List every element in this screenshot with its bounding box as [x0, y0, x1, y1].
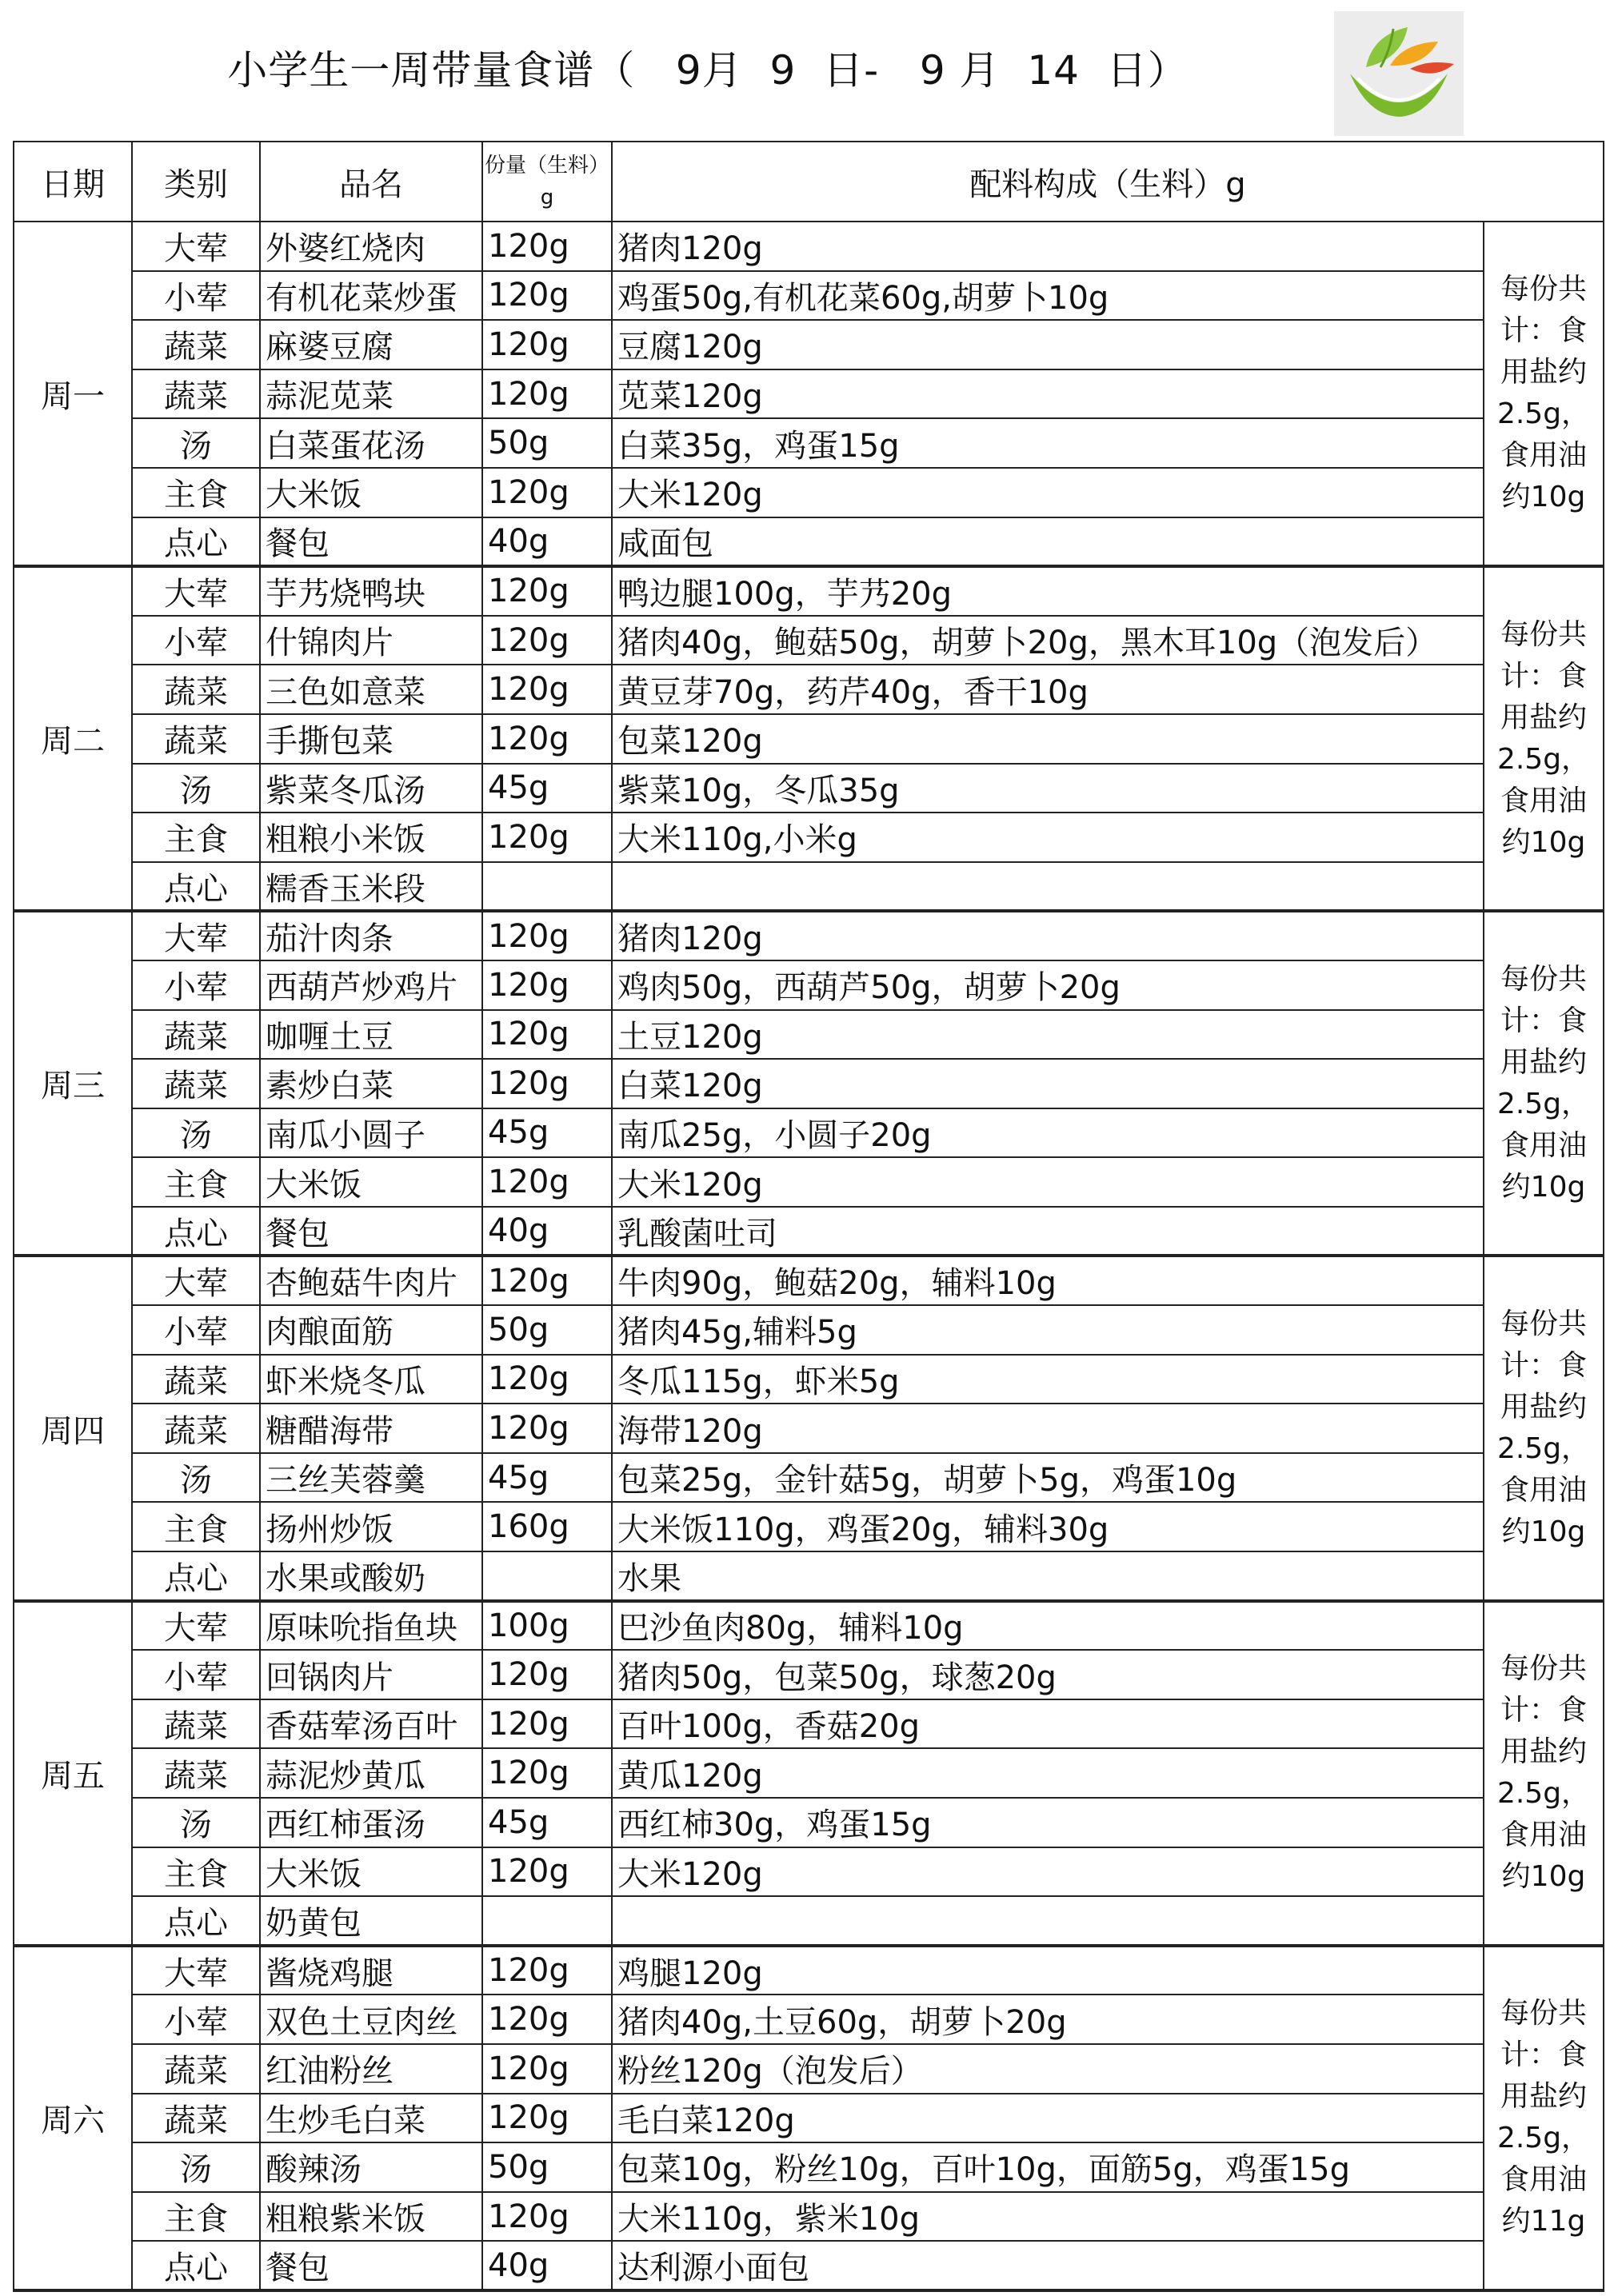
table-row: [14, 2241, 1604, 2290]
ingredients-cell: 猪肉40g，鲍菇50g，胡萝卜20g，黑木耳10g（泡发后）: [612, 616, 1484, 665]
table-row: [14, 1847, 1604, 1897]
category-cell: 主食: [132, 2192, 260, 2242]
nutrition-note: 每份共计：食用盐约2.5g，食用油约10g: [1484, 1256, 1604, 1600]
table-row: [14, 1798, 1604, 1847]
dish-cell: 虾米烧冬瓜: [260, 1355, 482, 1404]
category-cell: 主食: [132, 1502, 260, 1551]
dish-cell: 红油粉丝: [260, 2044, 482, 2094]
category-cell: 大荤: [132, 566, 260, 616]
category-cell: 蔬菜: [132, 714, 260, 764]
nutrition-note: 每份共计：食用盐约2.5g，食用油约10g: [1484, 222, 1604, 566]
category-cell: 点心: [132, 2241, 260, 2290]
ingredients-cell: 冬瓜115g，虾米5g: [612, 1355, 1484, 1404]
category-cell: 点心: [132, 1551, 260, 1601]
header-category: 类别: [132, 142, 260, 222]
dish-cell: 原味吮指鱼块: [260, 1601, 482, 1651]
header-ingredients: 配料构成（生料）g: [612, 142, 1604, 222]
category-cell: 主食: [132, 1847, 260, 1897]
dish-cell: 扬州炒饭: [260, 1502, 482, 1551]
ingredients-cell: [612, 1896, 1484, 1946]
category-cell: 主食: [132, 1157, 260, 1207]
dish-cell: 蒜泥苋菜: [260, 369, 482, 419]
ingredients-cell: 大米120g: [612, 1157, 1484, 1207]
ingredients-cell: [612, 862, 1484, 912]
dish-cell: 餐包: [260, 1207, 482, 1256]
category-cell: 小荤: [132, 1650, 260, 1699]
portion-cell: 40g: [482, 517, 612, 567]
category-cell: 汤: [132, 1798, 260, 1847]
portion-cell: 40g: [482, 1207, 612, 1256]
day-label: 周二: [14, 566, 132, 911]
portion-cell: 120g: [482, 320, 612, 369]
dish-cell: 紫菜冬瓜汤: [260, 764, 482, 813]
table-row: [14, 2192, 1604, 2242]
table-row: [14, 271, 1604, 321]
dish-cell: 白菜蛋花汤: [260, 418, 482, 468]
nutrition-note: 每份共计：食用盐约2.5g，食用油约10g: [1484, 911, 1604, 1256]
dish-cell: 香菇荤汤百叶: [260, 1699, 482, 1749]
table-row: [14, 1059, 1604, 1108]
table-row: [14, 418, 1604, 468]
table-row: [14, 369, 1604, 419]
ingredients-cell: 大米120g: [612, 468, 1484, 517]
dish-cell: 手撕包菜: [260, 714, 482, 764]
portion-cell: 120g: [482, 1010, 612, 1060]
dish-cell: 奶黄包: [260, 1896, 482, 1946]
table-row: [14, 1502, 1604, 1551]
ingredients-cell: 包菜120g: [612, 714, 1484, 764]
dish-cell: 双色土豆肉丝: [260, 1995, 482, 2044]
table-row: [14, 1207, 1604, 1256]
ingredients-cell: 白菜120g: [612, 1059, 1484, 1108]
category-cell: 蔬菜: [132, 1010, 260, 1060]
table-row: [14, 1896, 1604, 1946]
portion-cell: [482, 1896, 612, 1946]
portion-cell: 120g: [482, 813, 612, 862]
ingredients-cell: 水果: [612, 1551, 1484, 1601]
category-cell: 蔬菜: [132, 2094, 260, 2143]
ingredients-cell: 大米110g,小米g: [612, 813, 1484, 862]
table-row: [14, 1995, 1604, 2044]
ingredients-cell: 南瓜25g，小圆子20g: [612, 1108, 1484, 1158]
dish-cell: 南瓜小圆子: [260, 1108, 482, 1158]
portion-cell: 45g: [482, 1108, 612, 1158]
portion-cell: 120g: [482, 1946, 612, 1995]
ingredients-cell: 牛肉90g，鲍菇20g，辅料10g: [612, 1256, 1484, 1305]
menu-table: [13, 141, 1604, 2292]
dish-cell: 西红柿蛋汤: [260, 1798, 482, 1847]
table-row: [14, 714, 1604, 764]
dish-cell: 生炒毛白菜: [260, 2094, 482, 2143]
dish-cell: 大米饭: [260, 1847, 482, 1897]
dish-cell: 有机花菜炒蛋: [260, 271, 482, 321]
category-cell: 汤: [132, 764, 260, 813]
category-cell: 主食: [132, 813, 260, 862]
portion-cell: 120g: [482, 616, 612, 665]
dish-cell: 酸辣汤: [260, 2142, 482, 2192]
ingredients-cell: 西红柿30g，鸡蛋15g: [612, 1798, 1484, 1847]
category-cell: 蔬菜: [132, 1699, 260, 1749]
portion-cell: 120g: [482, 566, 612, 616]
dish-cell: 水果或酸奶: [260, 1551, 482, 1601]
table-row: [14, 665, 1604, 714]
ingredients-cell: 紫菜10g，冬瓜35g: [612, 764, 1484, 813]
table-row: [14, 1010, 1604, 1060]
portion-cell: [482, 1551, 612, 1601]
ingredients-cell: 咸面包: [612, 517, 1484, 567]
portion-cell: 50g: [482, 418, 612, 468]
portion-cell: 40g: [482, 2241, 612, 2290]
portion-cell: 45g: [482, 1798, 612, 1847]
category-cell: 大荤: [132, 1256, 260, 1305]
ingredients-cell: 鸡肉50g，西葫芦50g，胡萝卜20g: [612, 960, 1484, 1010]
portion-cell: 120g: [482, 714, 612, 764]
ingredients-cell: 大米饭110g，鸡蛋20g，辅料30g: [612, 1502, 1484, 1551]
category-cell: 蔬菜: [132, 1355, 260, 1404]
ingredients-cell: 巴沙鱼肉80g，辅料10g: [612, 1601, 1484, 1651]
portion-cell: 120g: [482, 1404, 612, 1453]
dish-cell: 外婆红烧肉: [260, 222, 482, 271]
dish-cell: 芋艿烧鸭块: [260, 566, 482, 616]
portion-cell: [482, 862, 612, 912]
dish-cell: 粗粮小米饭: [260, 813, 482, 862]
category-cell: 小荤: [132, 271, 260, 321]
category-cell: 小荤: [132, 960, 260, 1010]
portion-cell: 120g: [482, 1748, 612, 1798]
day-label: 周三: [14, 911, 132, 1256]
dish-cell: 回锅肉片: [260, 1650, 482, 1699]
portion-cell: 120g: [482, 665, 612, 714]
ingredients-cell: 大米110g，紫米10g: [612, 2192, 1484, 2242]
category-cell: 小荤: [132, 616, 260, 665]
portion-cell: 160g: [482, 1502, 612, 1551]
ingredients-cell: 鸡蛋50g,有机花菜60g,胡萝卜10g: [612, 271, 1484, 321]
table-row: [14, 960, 1604, 1010]
bowl-leaf-logo-icon: [1334, 11, 1464, 136]
header-portion: 份量（生料）g: [482, 142, 612, 222]
table-row: [14, 2094, 1604, 2143]
category-cell: 点心: [132, 1896, 260, 1946]
category-cell: 蔬菜: [132, 320, 260, 369]
portion-cell: 120g: [482, 369, 612, 419]
category-cell: 大荤: [132, 222, 260, 271]
table-row: [14, 1748, 1604, 1798]
table-row: [14, 911, 1604, 960]
category-cell: 点心: [132, 862, 260, 912]
ingredients-cell: 鸡腿120g: [612, 1946, 1484, 1995]
table-row: [14, 1157, 1604, 1207]
category-cell: 蔬菜: [132, 2044, 260, 2094]
dish-cell: 大米饭: [260, 1157, 482, 1207]
table-row: [14, 1256, 1604, 1305]
ingredients-cell: 黄豆芽70g，药芹40g，香干10g: [612, 665, 1484, 714]
dish-cell: 什锦肉片: [260, 616, 482, 665]
ingredients-cell: 土豆120g: [612, 1010, 1484, 1060]
table-row: [14, 1551, 1604, 1601]
ingredients-cell: 包菜10g，粉丝10g，百叶10g，面筋5g，鸡蛋15g: [612, 2142, 1484, 2192]
portion-cell: 100g: [482, 1601, 612, 1651]
ingredients-cell: 豆腐120g: [612, 320, 1484, 369]
category-cell: 小荤: [132, 1305, 260, 1355]
nutrition-note: 每份共计：食用盐约2.5g，食用油约10g: [1484, 566, 1604, 911]
portion-cell: 120g: [482, 1256, 612, 1305]
portion-cell: 120g: [482, 1995, 612, 2044]
category-cell: 蔬菜: [132, 369, 260, 419]
table-row: [14, 2044, 1604, 2094]
category-cell: 点心: [132, 1207, 260, 1256]
header-date: 日期: [14, 142, 132, 222]
ingredients-cell: 白菜35g，鸡蛋15g: [612, 418, 1484, 468]
ingredients-cell: 猪肉40g,土豆60g，胡萝卜20g: [612, 1995, 1484, 2044]
day-label: 周四: [14, 1256, 132, 1600]
category-cell: 小荤: [132, 1995, 260, 2044]
table-row: [14, 616, 1604, 665]
ingredients-cell: 百叶100g，香菇20g: [612, 1699, 1484, 1749]
category-cell: 汤: [132, 418, 260, 468]
table-row: [14, 1404, 1604, 1453]
dish-cell: 咖喱土豆: [260, 1010, 482, 1060]
portion-cell: 120g: [482, 1650, 612, 1699]
ingredients-cell: 猪肉50g，包菜50g，球葱20g: [612, 1650, 1484, 1699]
table-row: [14, 1108, 1604, 1158]
ingredients-cell: 达利源小面包: [612, 2241, 1484, 2290]
table-row: [14, 468, 1604, 517]
dish-cell: 西葫芦炒鸡片: [260, 960, 482, 1010]
portion-cell: 120g: [482, 271, 612, 321]
portion-cell: 120g: [482, 1059, 612, 1108]
ingredients-cell: 毛白菜120g: [612, 2094, 1484, 2143]
dish-cell: 茄汁肉条: [260, 911, 482, 960]
day-label: 周六: [14, 1946, 132, 2290]
portion-cell: 50g: [482, 2142, 612, 2192]
table-row: [14, 1650, 1604, 1699]
portion-cell: 120g: [482, 960, 612, 1010]
portion-cell: 120g: [482, 468, 612, 517]
dish-cell: 三色如意菜: [260, 665, 482, 714]
header-row: [14, 142, 1604, 222]
dish-cell: 餐包: [260, 517, 482, 567]
portion-cell: 120g: [482, 2044, 612, 2094]
ingredients-cell: 乳酸菌吐司: [612, 1207, 1484, 1256]
table-row: [14, 517, 1604, 567]
portion-cell: 120g: [482, 222, 612, 271]
portion-cell: 45g: [482, 1453, 612, 1503]
table-row: [14, 1355, 1604, 1404]
category-cell: 蔬菜: [132, 1404, 260, 1453]
dish-cell: 糖醋海带: [260, 1404, 482, 1453]
dish-cell: 肉酿面筋: [260, 1305, 482, 1355]
category-cell: 大荤: [132, 1601, 260, 1651]
ingredients-cell: 大米120g: [612, 1847, 1484, 1897]
ingredients-cell: 包菜25g，金针菇5g，胡萝卜5g，鸡蛋10g: [612, 1453, 1484, 1503]
day-label: 周五: [14, 1601, 132, 1946]
ingredients-cell: 鸭边腿100g，芋艿20g: [612, 566, 1484, 616]
table-row: [14, 1601, 1604, 1651]
table-row: [14, 1305, 1604, 1355]
category-cell: 蔬菜: [132, 665, 260, 714]
ingredients-cell: 粉丝120g（泡发后）: [612, 2044, 1484, 2094]
dish-cell: 三丝芙蓉羹: [260, 1453, 482, 1503]
category-cell: 蔬菜: [132, 1748, 260, 1798]
portion-cell: 50g: [482, 1305, 612, 1355]
table-row: [14, 1946, 1604, 1995]
portion-cell: 120g: [482, 1355, 612, 1404]
table-row: [14, 764, 1604, 813]
dish-cell: 餐包: [260, 2241, 482, 2290]
ingredients-cell: 苋菜120g: [612, 369, 1484, 419]
table-row: [14, 1699, 1604, 1749]
portion-cell: 120g: [482, 1847, 612, 1897]
ingredients-cell: 海带120g: [612, 1404, 1484, 1453]
table-row: [14, 222, 1604, 271]
nutrition-note: 每份共计：食用盐约2.5g，食用油约10g: [1484, 1601, 1604, 1946]
category-cell: 大荤: [132, 1946, 260, 1995]
dish-cell: 糯香玉米段: [260, 862, 482, 912]
dish-cell: 蒜泥炒黄瓜: [260, 1748, 482, 1798]
category-cell: 点心: [132, 517, 260, 567]
dish-cell: 酱烧鸡腿: [260, 1946, 482, 1995]
table-row: [14, 2142, 1604, 2192]
category-cell: 蔬菜: [132, 1059, 260, 1108]
day-label: 周一: [14, 222, 132, 566]
ingredients-cell: 猪肉45g,辅料5g: [612, 1305, 1484, 1355]
portion-cell: 120g: [482, 1157, 612, 1207]
portion-cell: 120g: [482, 1699, 612, 1749]
portion-cell: 120g: [482, 911, 612, 960]
category-cell: 汤: [132, 1108, 260, 1158]
page-title: 小学生一周带量食谱（ 9月 9 日- 9 月 14 日）: [227, 47, 1189, 94]
nutrition-note: 每份共计：食用盐约2.5g，食用油约11g: [1484, 1946, 1604, 2290]
dish-cell: 杏鲍菇牛肉片: [260, 1256, 482, 1305]
category-cell: 主食: [132, 468, 260, 517]
header-dish: 品名: [260, 142, 482, 222]
category-cell: 汤: [132, 1453, 260, 1503]
dish-cell: 大米饭: [260, 468, 482, 517]
category-cell: 大荤: [132, 911, 260, 960]
ingredients-cell: 黄瓜120g: [612, 1748, 1484, 1798]
table-row: [14, 566, 1604, 616]
ingredients-cell: 猪肉120g: [612, 911, 1484, 960]
dish-cell: 粗粮紫米饭: [260, 2192, 482, 2242]
table-row: [14, 862, 1604, 912]
menu-body: [14, 222, 1604, 2290]
table-row: [14, 320, 1604, 369]
ingredients-cell: 猪肉120g: [612, 222, 1484, 271]
dish-cell: 麻婆豆腐: [260, 320, 482, 369]
table-row: [14, 1453, 1604, 1503]
portion-cell: 120g: [482, 2192, 612, 2242]
dish-cell: 素炒白菜: [260, 1059, 482, 1108]
portion-cell: 45g: [482, 764, 612, 813]
portion-cell: 120g: [482, 2094, 612, 2143]
table-row: [14, 813, 1604, 862]
category-cell: 汤: [132, 2142, 260, 2192]
